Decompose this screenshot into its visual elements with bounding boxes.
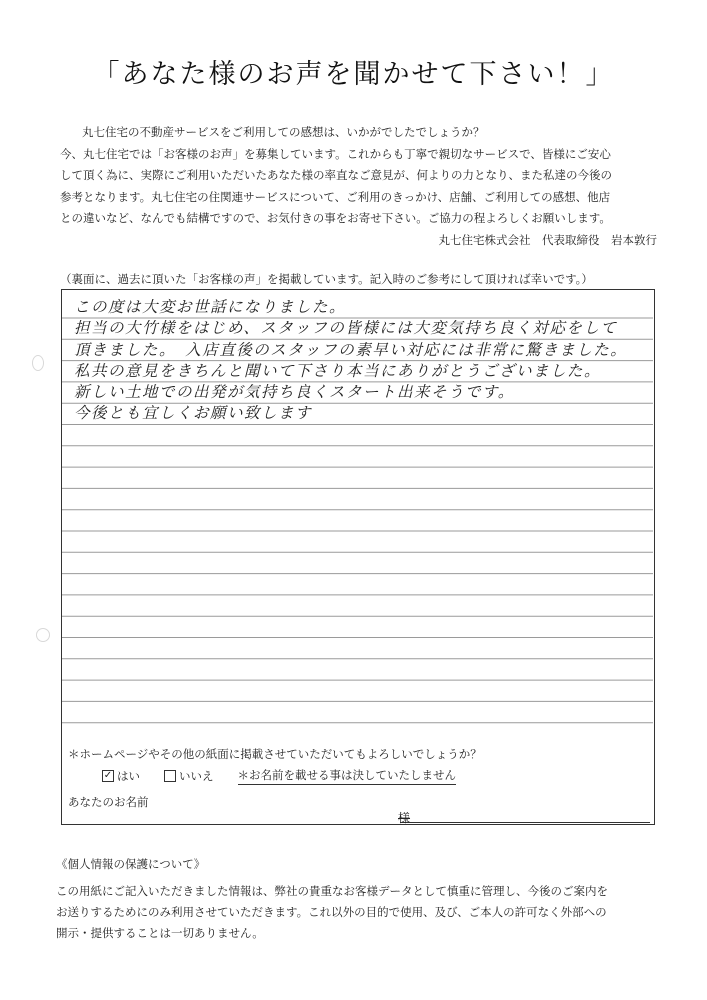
privacy-title: 《個人情報の保護について》 [56,857,206,871]
checked-box-icon: ✓ [103,770,113,781]
consent-question: ＊ホームページやその他の紙面に掲載させていただいてもよろしいでしょうか？ [68,747,482,761]
feedback-form-box [61,289,655,825]
page-title: 「あなた様のお声を聞かせて下さい！」 [92,59,615,90]
name-suffix: 様 [398,811,411,825]
signature: 丸七住宅株式会社 代表取締役 岩本敦行 [438,233,657,247]
comment-line: この度は大変お世話になりました。 [74,298,347,316]
comment-line: 新しい土地での出発が気持ち良くスタート出来そうです。 [74,383,515,402]
intro-line: との違いなど、なんでも結構ですので、お気付きの事をお寄せ下さい。ご協力の程よろしくお願いします。 [60,211,611,225]
name-label: あなたのお名前 [68,795,149,809]
handwritten-comment[interactable] [74,297,627,425]
intro-line: して頂く為に、実際にご利用いただいたあなた様の率直なご意見が、何よりの力となり、また私達の今後の [60,168,612,182]
consent-no-label: いいえ [179,769,214,783]
paper-mark [32,355,44,371]
intro-text [60,122,660,230]
comment-line: 今後とも宜しくお願い致します [74,404,313,423]
paper-mark [36,628,50,642]
consent-note: ＊お名前を載せる事は決していたしません [238,767,457,785]
name-field[interactable] [400,810,650,823]
comment-line: 頂きました。 入店直後のスタッフの素早い対応には非常に驚きました。 [74,340,628,359]
intro-line: 参考となります。丸七住宅の住関連サービスについて、ご利用のきっかけ、店舗、ご利用しての感想、他店 [60,189,611,204]
intro-line: 丸七住宅の不動産サービスをご利用しての感想は、いかがでしたでしょうか？ [82,125,485,139]
privacy-line: お送りするためにのみ利用させていただきます。これ以外の目的で使用、及び、ご本人の許可なく外部への [56,905,607,919]
intro-line: 今、丸七住宅では「お客様のお声」を募集しています。これからも丁寧で親切なサービスで、皆様にご安心 [60,146,611,161]
privacy-line: 開示・提供することは一切ありません。 [56,926,264,940]
empty-box-icon [164,770,176,782]
comment-line: 私共の意見をきちんと聞いて下さり本当にありがとうございました。 [74,361,602,380]
consent-yes-checkbox[interactable] [102,768,140,784]
consent-options [102,767,456,785]
privacy-line: この用紙にご記入いただきました情報は、弊社の貴重なお客様データとして慎重に管理し、今後のご案内を [56,884,608,898]
consent-no-checkbox[interactable] [164,768,214,784]
reference-note: （裏面に、過去に頂いた「お客様の声」を掲載しています。記入時のご参考にして頂ければ幸いです。） [60,272,593,286]
comment-line: 担当の大竹様をはじめ、スタッフの皆様には大変気持ち良く対応をして [74,319,618,338]
privacy-text [56,881,676,944]
consent-yes-label: はい [117,769,140,783]
